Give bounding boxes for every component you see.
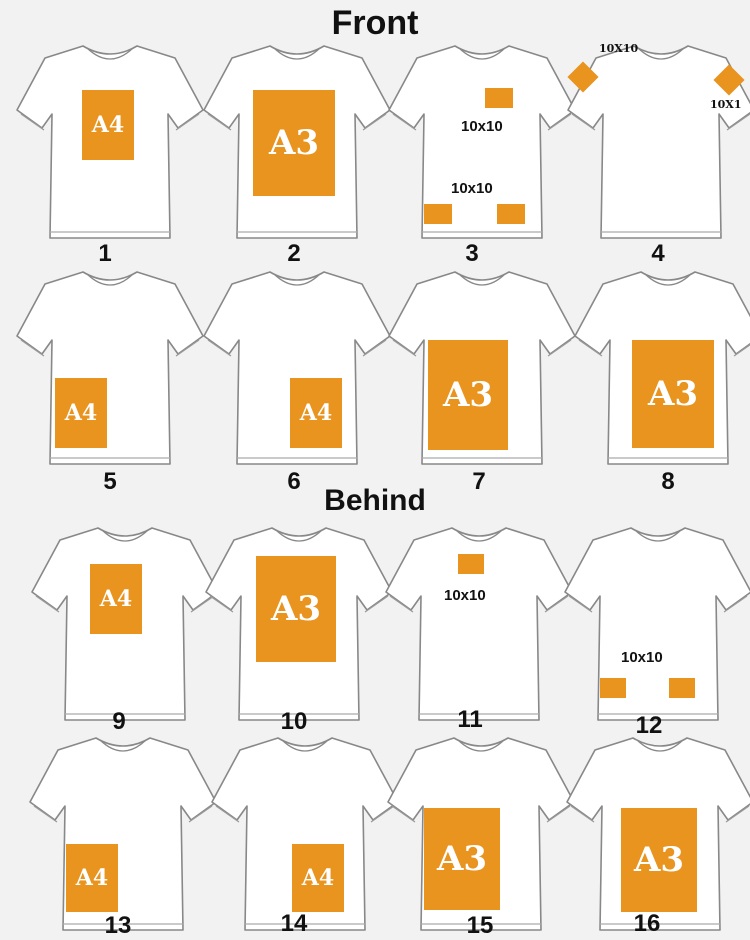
print-area-a3: A3 [632, 340, 714, 448]
shirt-number-3: 3 [465, 240, 479, 267]
size-label-10x10: 10X10 [599, 42, 639, 55]
print-area-10x10-hem-right [497, 204, 525, 224]
size-label-10x10: 10x10 [461, 118, 503, 135]
shirt-number-5: 5 [103, 468, 117, 495]
print-area-a4: A4 [55, 378, 107, 448]
print-area-a4: A4 [292, 844, 344, 912]
shirt-number-1: 1 [98, 240, 112, 267]
tshirt-outline [387, 36, 577, 246]
shirt-number-12: 12 [635, 712, 663, 739]
shirt-number-16: 16 [633, 910, 661, 937]
print-area-a3: A3 [424, 808, 500, 910]
size-label-10x10: 10x10 [444, 587, 486, 604]
behind-heading: Behind [324, 484, 426, 517]
tshirt-7 [387, 262, 577, 472]
tshirt-14 [210, 728, 400, 938]
print-area-a3: A3 [428, 340, 508, 450]
shirt-number-8: 8 [661, 468, 675, 495]
size-label-10x10: 10X1 [710, 98, 742, 111]
tshirt-5 [15, 262, 205, 472]
print-area-a4: A4 [66, 844, 118, 912]
shirt-number-4: 4 [651, 240, 665, 267]
shirt-number-15: 15 [466, 912, 494, 939]
shirt-number-11: 11 [457, 706, 483, 733]
print-area-a4: A4 [82, 90, 134, 160]
shirt-number-6: 6 [287, 468, 301, 495]
tshirt-13 [28, 728, 218, 938]
print-area-10x10-hem-right [669, 678, 695, 698]
tshirt-3 [387, 36, 577, 246]
tshirt-outline [15, 262, 205, 472]
size-label-10x10: 10x10 [621, 649, 663, 666]
tshirt-8 [573, 262, 750, 472]
shirt-number-9: 9 [112, 708, 126, 735]
shirt-number-14: 14 [280, 910, 308, 937]
tshirt-9 [30, 518, 220, 728]
tshirt-outline [384, 518, 574, 728]
print-area-10x10-hem-left [600, 678, 626, 698]
print-area-a3: A3 [621, 808, 697, 912]
print-area-10x10-hem-left [424, 204, 452, 224]
shirt-number-7: 7 [472, 468, 486, 495]
tshirt-outline [566, 36, 750, 246]
print-area-a3: A3 [253, 90, 335, 196]
size-label-10x10: 10x10 [451, 180, 493, 197]
tshirt-outline [28, 728, 218, 938]
print-area-a3: A3 [256, 556, 336, 662]
tshirt-15 [386, 728, 576, 938]
print-area-a4: A4 [290, 378, 342, 448]
tshirt-10 [204, 518, 394, 728]
print-area-10x10-chest [485, 88, 513, 108]
tshirt-6 [202, 262, 392, 472]
tshirt-2 [202, 36, 392, 246]
shirt-number-10: 10 [280, 708, 308, 735]
print-area-10x10-back [458, 554, 484, 574]
tshirt-outline [563, 518, 750, 728]
tshirt-11 [384, 518, 574, 728]
shirt-number-13: 13 [104, 912, 132, 939]
tshirt-16 [565, 728, 750, 938]
print-area-a4: A4 [90, 564, 142, 634]
front-heading: Front [331, 4, 419, 42]
tshirt-12 [563, 518, 750, 728]
tshirt-1 [15, 36, 205, 246]
tshirt-4 [566, 36, 750, 246]
shirt-number-2: 2 [287, 240, 301, 267]
